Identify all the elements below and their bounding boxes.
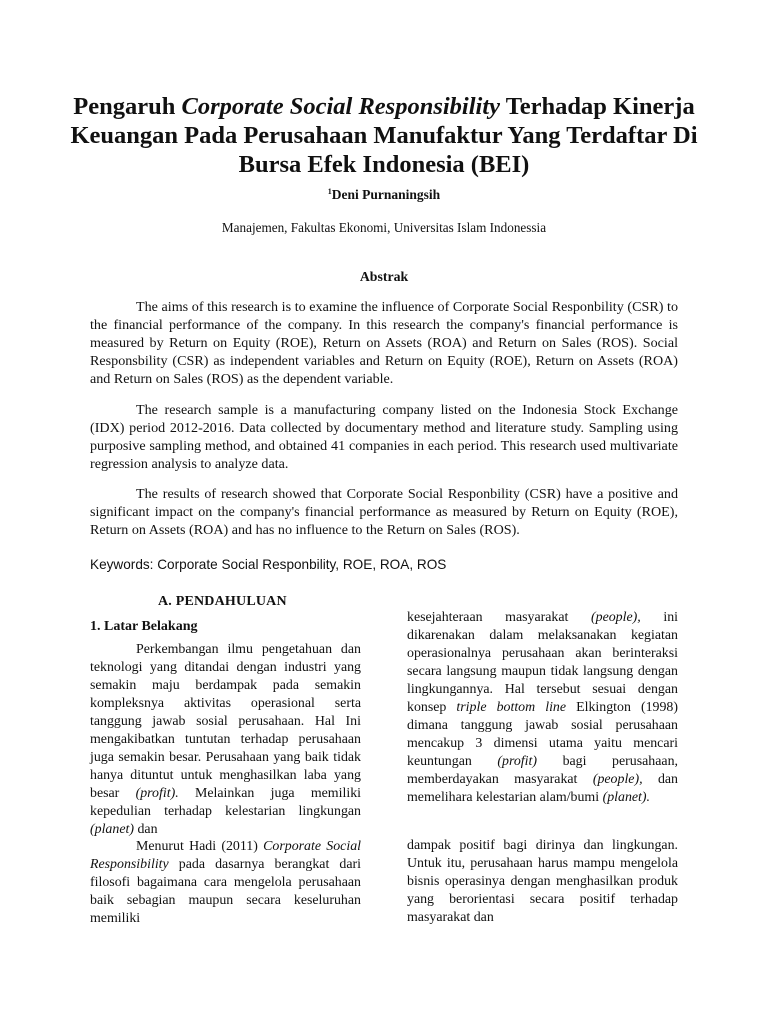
right-column-paragraph-1: [407, 609, 678, 807]
text-run: pada dasarnya berangkat dari filosofi bagaimana cara mengelola perusahaan baik sebagian maupun secara keseluruhan memiliki: [90, 857, 361, 926]
author-superscript: 1: [327, 187, 332, 196]
text-run: Elkington (1998) dimana tanggung jawab sosial perusahaan mencakup 3 dimensi utama yaitu mencari keuntungan: [407, 700, 678, 769]
text-run: dan memelihara kelestarian alam/bumi: [407, 772, 679, 805]
left-column-paragraph-2: [90, 838, 361, 928]
text-run: Menurut Hadi (2011): [136, 839, 264, 854]
italic-run: (people),: [592, 772, 643, 787]
author-line: [0, 187, 768, 203]
text-run: ini dikarenakan dalam melaksanakan kegiatan operasionalnya perusahaan akan berinteraksi secara langsung maupun tidak langsung dengan lingkungannya. Hal tersebut sesuai dengan konsep: [407, 610, 678, 715]
italic-run: (people),: [591, 610, 641, 625]
text-run: kesejahteraan masyarakat: [407, 610, 591, 625]
italic-run: (profit).: [135, 786, 179, 801]
abstract-paragraph-2: The research sample is a manufacturing company listed on the Indonesia Stock Exchange (IDX) period 2012-2016. Data collected by documentary method and literature study. Sampling using purposive sampling method, and obtained 41 companies in each period. This research used multivariate regression analysis to analyze data.: [90, 402, 678, 472]
right-column-paragraph-2: dampak positif bagi dirinya dan lingkungan. Untuk itu, perusahaan harus mampu mengelola bisnis operasinya dengan menghasilkan produk yang berorientasi secara positif terhadap masyarakat dan: [407, 838, 678, 925]
italic-run: (planet): [90, 822, 134, 837]
italic-run: triple bottom line: [456, 700, 567, 715]
left-column-paragraph-1: [90, 641, 361, 839]
paper-title: [60, 92, 708, 179]
abstract-heading: Abstrak: [359, 269, 409, 284]
abstract-paragraph-3: The results of research showed that Corporate Social Responbility (CSR) have a positive and significant impact on the company's financial performance as measured by Return on Equity (ROE), Return on Assets (ROA) and has no influence to the Return on Sales (ROS).: [90, 486, 678, 538]
italic-run: Corporate Social Responsibility: [90, 839, 362, 872]
italic-run: (profit): [497, 754, 537, 769]
affiliation: Manajemen, Fakultas Ekonomi, Universitas Islam Indonessia: [221, 220, 547, 235]
section-heading: A. PENDAHULUAN: [158, 594, 287, 609]
text-run: dan: [133, 822, 158, 837]
text-run: Melainkan juga memiliki kepedulian terhadap kelestarian lingkungan: [90, 786, 361, 819]
text-run: bagi perusahaan, memberdayakan masyarakat: [407, 754, 678, 787]
title-part-1: Pengaruh: [73, 93, 182, 120]
author-name: Deni Purnaningsih: [331, 187, 441, 202]
text-run: Perkembangan ilmu pengetahuan dan teknologi yang ditandai dengan industri yang semakin maju berdampak pada semakin kompleksnya aktivitas operasional serta tanggung jawab sosial perusahaan. Hal Ini mengakibatkan tuntutan terhadap perusahaan juga semakin besar. Perusahaan yang baik tidak hanya dituntut untuk menghasilkan laba yang besar: [90, 642, 361, 801]
subsection-heading: 1. Latar Belakang: [90, 619, 198, 634]
title-part-2: Terhadap Kinerja Keuangan Pada Perusahaan Manufaktur Yang Terdaftar Di Bursa Efek Indonesia (BEI): [70, 93, 698, 178]
italic-run: (planet).: [602, 790, 651, 805]
keywords: Keywords: Corporate Social Responbility, ROE, ROA, ROS: [90, 557, 447, 572]
abstract-paragraph-1: The aims of this research is to examine the influence of Corporate Social Responbility (CSR) to the financial performance of the company. In this research the company's financial performance is measured by Return on Equity (ROE), Return on Assets (ROA) and Return on Sales (ROS). Social Responsbility (CSR) as independent variables and Return on Equity (ROE), Return on Assets (ROA) and Return on Sales (ROS) as the dependent variable.: [90, 299, 678, 387]
title-italic: Corporate Social Responsibility: [181, 93, 501, 120]
